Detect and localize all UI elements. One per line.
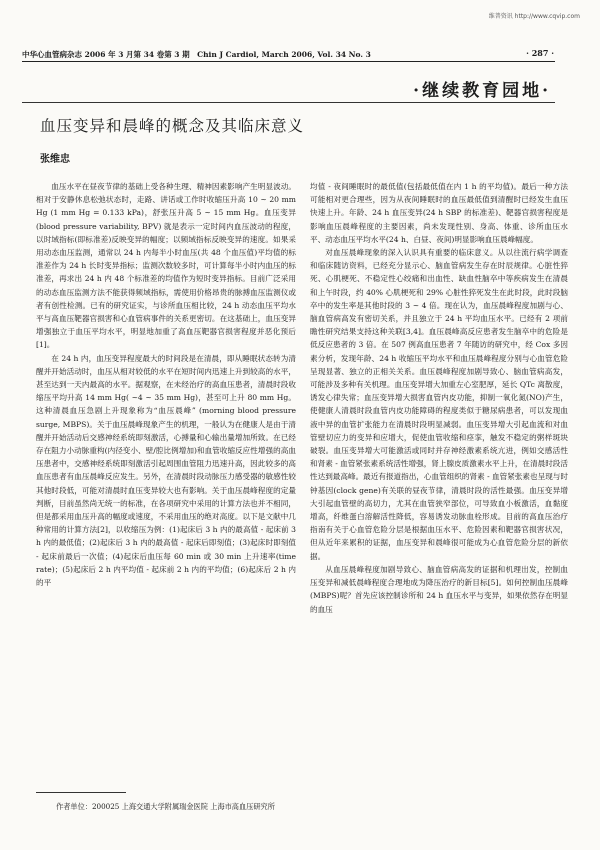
journal-header: 中华心血管病杂志 2006 年 3 月第 34 卷第 3 期 Chin J Cardiol, March 2006, Vol. 34 No. 3 [22,50,371,59]
footnote-divider [36,792,126,793]
paragraph: 在 24 h 内，血压变异程度最大的时间段是在清晨，即从睡眠状态转为清醒并开始活动时，血压从相对较低的水平在短时间内迅速上升到较高的水平，甚至达到一天内最高的水平。据观察，在未经治疗的高血压患者，清晨时段收缩压平均升高 14 mm Hg( ~4 ~ 35 mm Hg)，甚至可上升 80 mm Hg。这种清晨血压急剧上升现象称为“血压晨峰” (morning blood pressure surge, MBPS)。关于血压晨峰现象产生的机理，一般认为在健康人是由于清醒并开始活动后交感神经系统即刻激活，心搏量和心输出量增加所致。在已经存在阻力小动脉重构(内径变小、壁/腔比例增加)和血管收缩反应性增强的高血压患者中，交感神经系统即刻激活引起周围血管阻力迅速升高，因此较多的高血压患者有血压晨峰反应发生。另外，在清晨时段动脉压力感受器的敏感性较其他时段低，可能对清晨时血压变异较大也有影响。关于血压晨峰程度的定量判断，目前虽然尚无统一的标准，在各项研究中采用的计算方法也并不相同，但是都采用血压升高的幅度或速度，不采用血压的绝对高度。以下是文献中几种常用的计算方法[2]，以收缩压为例：(1)起床后 3 h 内的最高值 - 起床前 3 h 内的最低值；(2)起床后 3 h 内的最高值 - 起床后即刻值；(3)起床时即刻值 - 起床前最后一次值；(4)起床后血压每 60 min 或 30 min 上升速率(time rate)；(5)起床后 2 h 内平均值 - 起床前 2 h 内的平均值；(6)起床后 2 h 内的平 [36,353,296,588]
page-number: · 287 · [526,48,554,58]
paragraph: 从血压晨峰程度加剧导致心、脑血管病高发的证据和机理出发，控制血压变异和减低晨峰程度合理地成为降压治疗的新目标[5]。如何控制血压晨峰(MBPS)呢？首先应该控制诊所和 24 h 血压水平与变异，如果依然存在明显的血压 [310,564,568,614]
watermark-text: 维普资讯 http://www.cqvip.com [488,13,580,20]
author-name: 张维忠 [40,154,70,165]
header-divider [22,61,555,62]
left-column [36,180,296,589]
right-column [310,180,568,616]
paragraph: 对血压晨峰现象的深入认识具有重要的临床意义。从以往流行病学调查和临床随访资料，已经充分显示心、脑血管病发生存在时辰规律。心脏性猝死、心肌梗死、不稳定性心绞痛和出血性、缺血性脑卒中等疾病发生在清晨和上午时段，约 40% 心肌梗死和 29% 心脏性猝死发生在此时段，此时段脑卒中的发生率是其他时段的 3 ~ 4 倍。现在认为，血压晨峰程度加剧与心、脑血管病高发有密切关系，并且独立于 24 h 平均血压水平。已经有 2 项前瞻性研究结果支持这种关联[3,4]。血压晨峰高反应患者发生脑卒中的危险是低反应患者的 3 倍。在 507 例高血压患者 7 年随访的研究中，经 Cox 多因素分析，发现年龄、24 h 收缩压平均水平和血压晨峰程度分别与心血管危险呈现显著、独立的正相关关系。血压晨峰程度加剧导致心、脑血管病高发，可能涉及多种有关机理。血压变异增大加重左心室肥厚，延长 QTc 离散度，诱发心律失常；血压变异增大损害血管内皮功能，抑制一氧化氮(NO)产生，使健康人清晨时段血管内皮功能障碍的程度类似于糖尿病患者，可以发现血液中异的血管扩张能力在清晨时段明显减弱。血压变异增大引起血流和对血管壁切应力的变异和应增大，促使血管收缩和痉挛，触发不稳定的粥样斑块破裂。血压变异增大可能激活或同时并存神经激素系统亢进，例如交感活性和肾素 - 血管紧张素系统活性增强，肾上腺皮质激素水平上升，在清晨时段活性达到最高峰。最近有报道指出，心血管组织的肾素 - 血管紧张素也呈现与时钟基因(clock gene)有关联的昼夜节律，清晨时段的活性最强。血压变异增大引起血管壁的高切力，尤其在血管狭窄部位，可导致血小板激活，血黏度增高，纤维蛋白溶解活性降低，容易诱发动脉血栓形成。目前的高血压治疗指南有关于心血管危险分层是根据血压水平、危险因素和靶器官损害状况，但从近年来累积的证据，血压变异和晨峰很可能成为心血管危险分层的新依据。 [310,248,568,561]
paragraph: 血压水平在昼夜节律的基础上受各种生理、精神因素影响产生明显波动。相对于安静休息松弛状态时，走路、讲话或工作时收缩压升高 10 ~ 20 mm Hg (1 mm Hg = 0.133 kPa)，舒张压升高 5 ~ 15 mm Hg。血压变异 (blood pressure variability, BPV) 就是表示一定时间内血压波动的程度，以时域指标(即标准差)反映变异的幅度；以频域指标反映变异的速度。如果采用动态血压监测，通常以 24 h 内每半小时血压(共 48 个血压值)平均值的标准差作为 24 h 长时变异指标；监测次数较多时，可计算每半小时内血压的标准差，再求出 24 h 内 48 个标准差的均值作为短时变异指标。目前广泛采用的动态血压监测方法不能获得频域指标，需使用价格昂贵的脉搏血压监测仪或者有创性检测。已有的研究证实，与诊所血压相比较，24 h 动态血压平均水平与高血压靶器官损害和心血管病事件的关系更密切。在这基础上，血压变异增强独立于血压平均水平，明显地加重了高血压靶器官损害程度并恶化预后[1]。 [36,182,296,350]
author-affiliation-footnote: 作者单位：200025 上海交通大学附属瑞金医院 上海市高血压研究所 [56,802,275,811]
paragraph: 均值 - 夜间睡眠时的最低值(包括最低值在内 1 h 的平均值)。最后一种方法可能相对更合理些，因为从夜间睡眠时的血压最低值到清醒时已经发生血压快速上升。年龄、24 h 血压变异(24 h SBP 的标准差)、靶器官损害程度是影响血压晨峰程度的主要因素，尚未发现性别、身高、体重、诊所血压水平、动态血压平均水平(24 h、白昼、夜间)明显影响血压晨峰幅度。 [310,182,568,244]
section-divider [22,102,555,103]
section-title: ·继续教育园地· [413,81,551,101]
article-title: 血压变异和晨峰的概念及其临床意义 [40,117,305,135]
